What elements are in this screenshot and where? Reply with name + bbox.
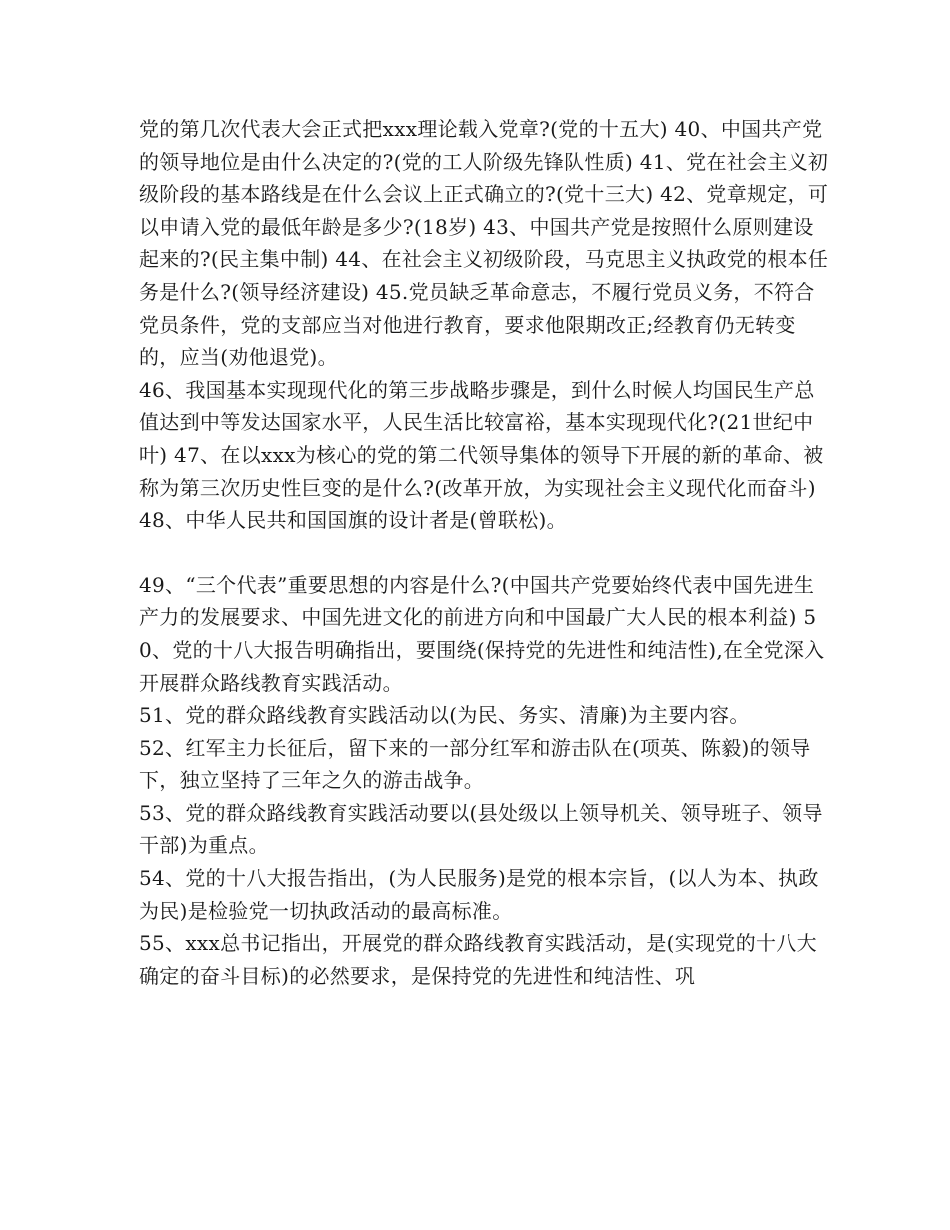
paragraph-5: 52、红军主力长征后，留下来的一部分红军和游击队在(项英、陈毅)的领导下，独立坚持了三年之久的游击战争。: [139, 735, 811, 793]
paragraph-1: 党的第几次代表大会正式把xxx理论载入党章?(党的十五大) 40、中国共产党的领导地位是由什么决定的?(党的工人阶级先锋队性质) 41、党在社会主义初级阶段的基本路线是在什么会议上正式确立的?(党十三大) 42、党章规定，可以申请入党的最低年龄是多少?(18岁) 43、中国共产党是按照什么原则建设起来的?(民主集中制) 44、在社会主义初级阶段，马克思主义执政党的根本任务是什么?(领导经济建设) 45.党员缺乏革命意志，不履行党员义务，不符合党员条件，党的支部应当对他进行教育，要求他限期改正;经教育仍无转变的，应当(劝他退党)。: [139, 117, 829, 370]
paragraph-7: 54、党的十八大报告指出，(为人民服务)是党的根本宗旨，(以人为本、执政为民)是检验党一切执政活动的最高标准。: [139, 866, 819, 923]
paragraph-8: 55、xxx总书记指出，开展党的群众路线教育实践活动，是(实现党的十八大确定的奋斗目标)的必然要求，是保持党的先进性和纯洁性、巩: [139, 931, 817, 988]
paragraph-2: 46、我国基本实现现代化的第三步战略步骤是，到什么时候人均国民生产总值达到中等发达国家水平，人民生活比较富裕，基本实现现代化?(21世纪中叶) 47、在以xxx为核心的党的第二代领导集体的领导下开展的新的革命、被称为第三次历史性巨变的是什么?(改革开放，为实现社会主义现代化而奋斗) 48、中华人民共和国国旗的设计者是(曾联松)。: [139, 377, 824, 533]
paragraph-6: 53、党的群众路线教育实践活动要以(县处级以上领导机关、领导班子、领导干部)为重点。: [139, 800, 823, 858]
paragraph-spacer: [139, 537, 829, 569]
paragraph-4: 51、党的群众路线教育实践活动以(为民、务实、清廉)为主要内容。: [139, 703, 750, 728]
document-body: [139, 113, 829, 992]
paragraph-3: 49、“三个代表”重要思想的内容是什么?(中国共产党要始终代表中国先进生产力的发展要求、中国先进文化的前进方向和中国最广大人民的根本利益) 50、党的十八大报告明确指出，要围绕(保持党的先进性和纯洁性),在全党深入开展群众路线教育实践活动。: [139, 572, 825, 695]
